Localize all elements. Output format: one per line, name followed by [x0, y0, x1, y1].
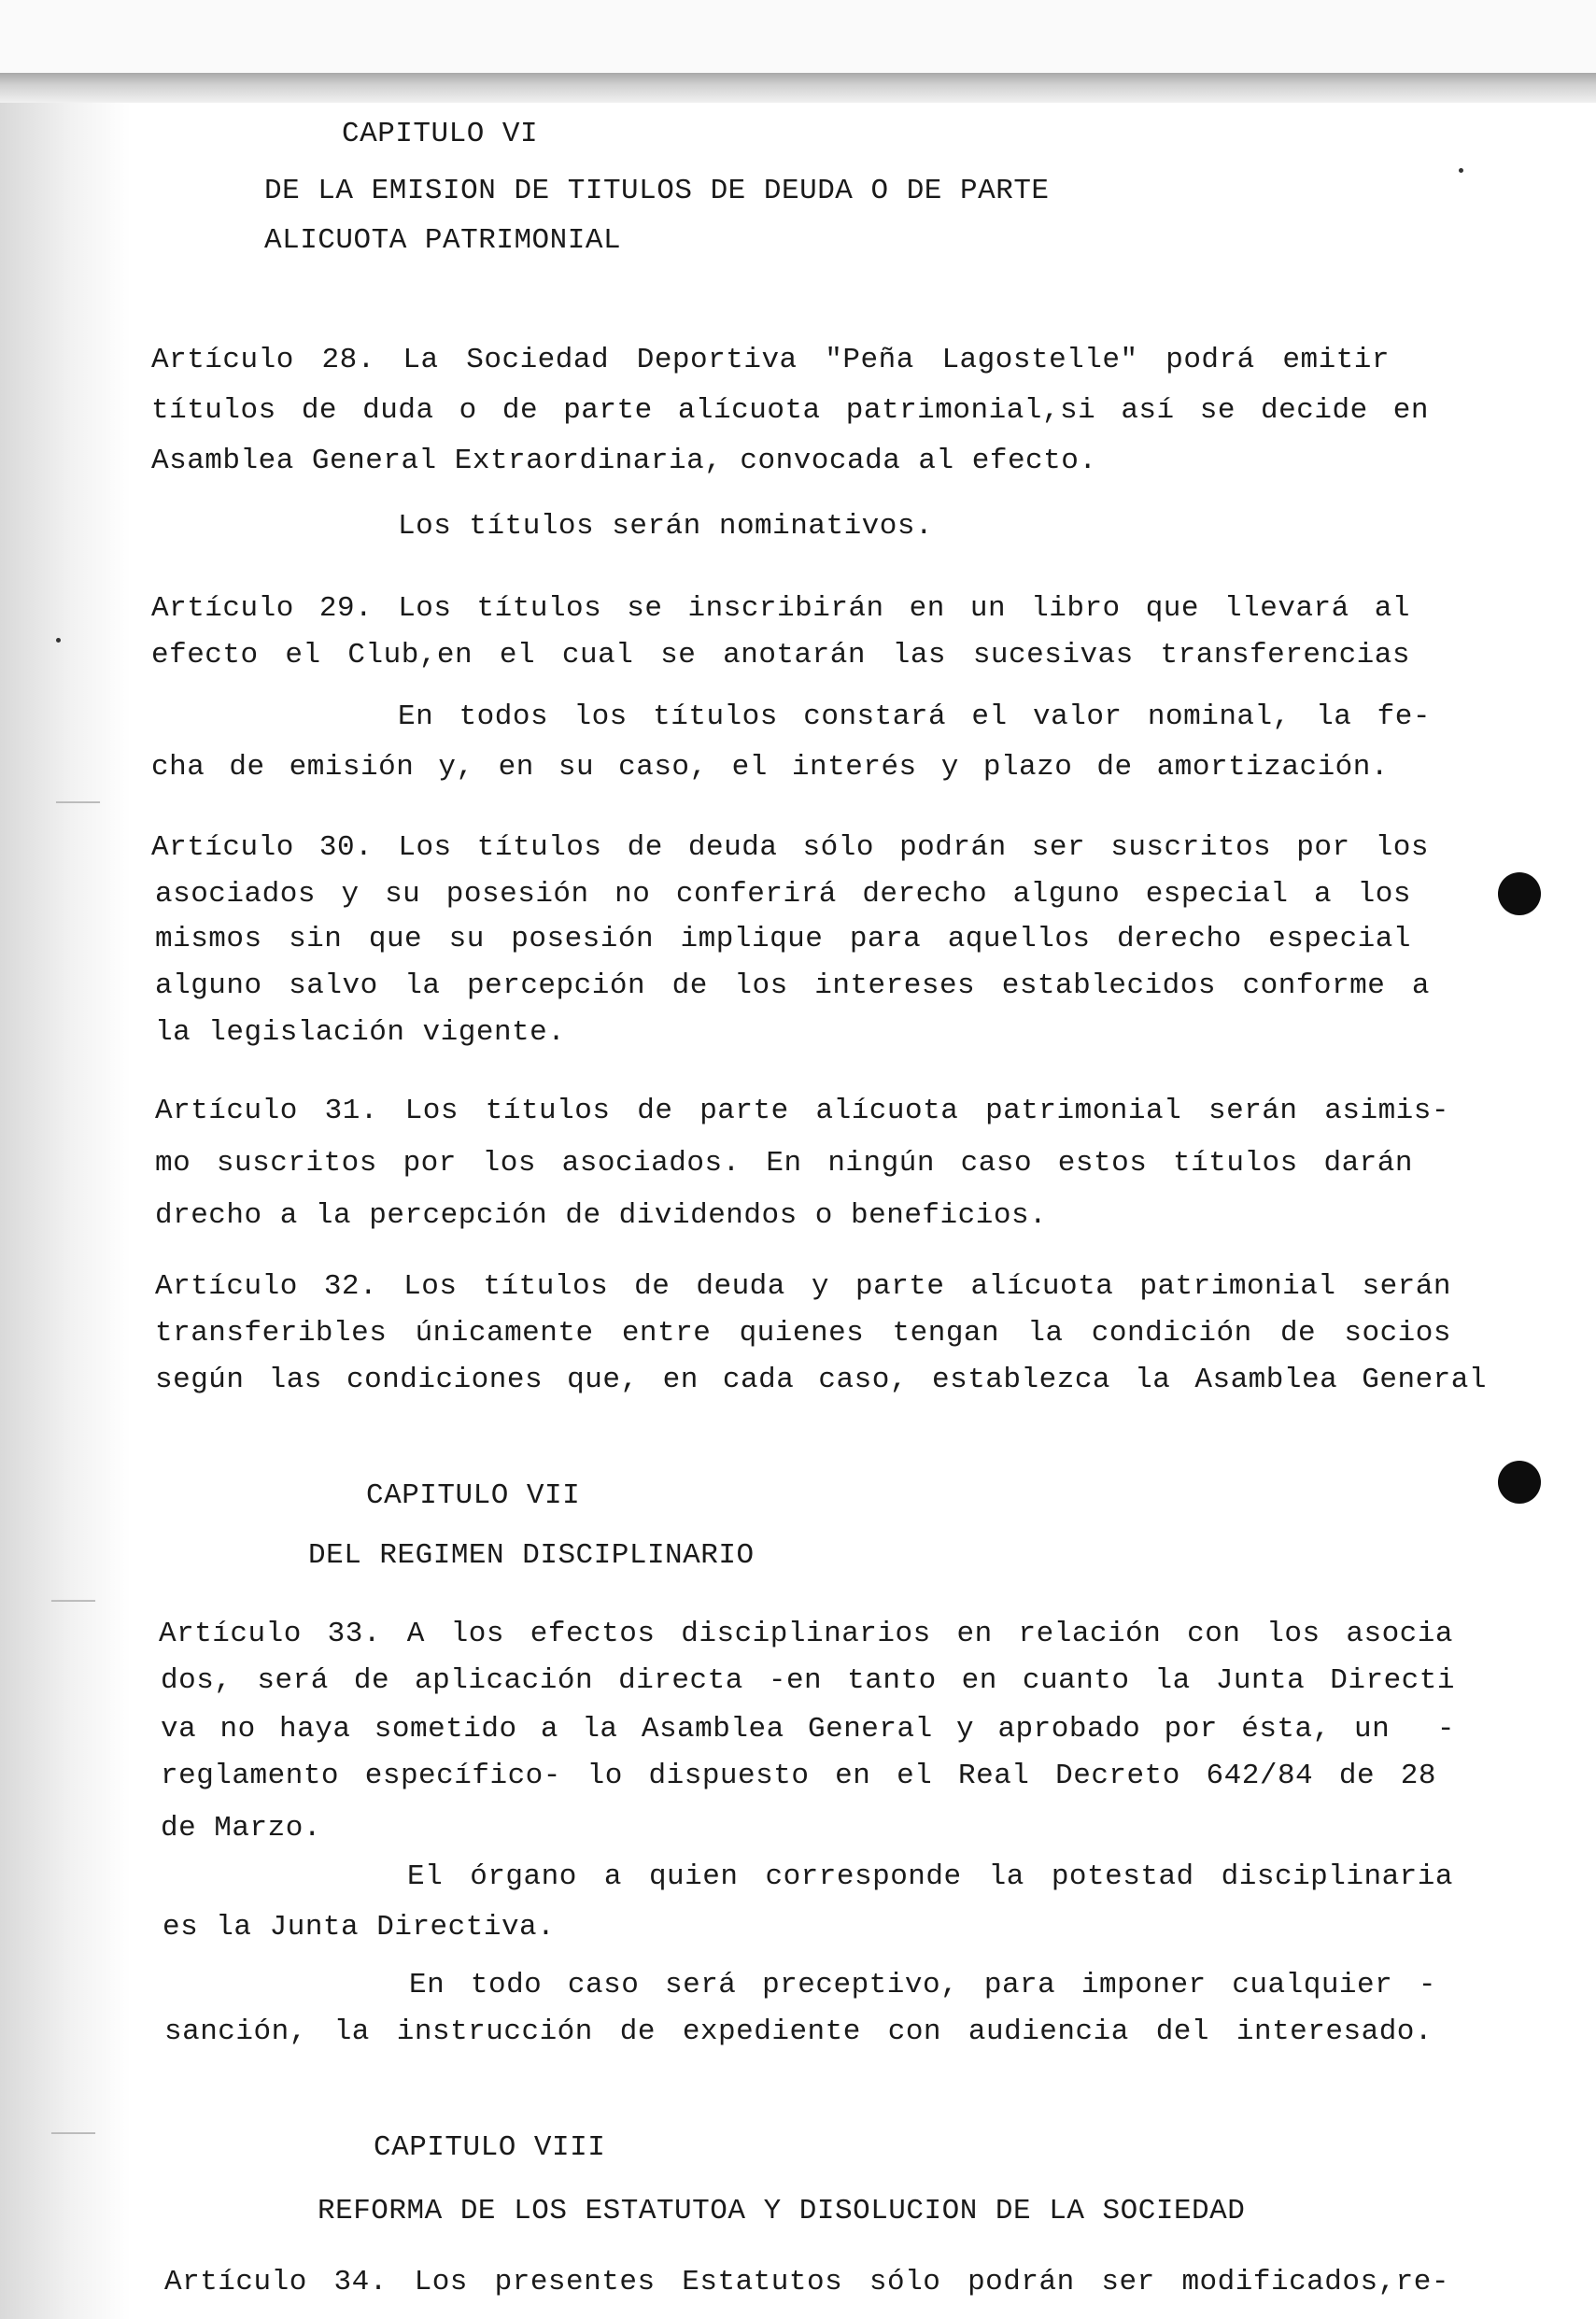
- article-28-line: Los títulos serán nominativos.: [398, 510, 934, 543]
- article-29-line: efecto el Club,en el cual se anotarán las sucesivas transferencias: [151, 639, 1410, 672]
- article-30-line: asociados y su posesión no conferirá derecho alguno especial a los: [155, 878, 1411, 911]
- article-32-line: Artículo 32. Los títulos de deuda y parte alícuota patrimonial serán: [155, 1270, 1451, 1303]
- article-33-line: Artículo 33. A los efectos disciplinarios en relación con los asocia: [159, 1618, 1453, 1650]
- article-31-line: mo suscritos por los asociados. En ningún caso estos títulos darán: [155, 1147, 1413, 1180]
- bleed-through-mark: ───: [51, 1588, 95, 1616]
- article-30-line: la legislación vigente.: [155, 1016, 566, 1049]
- chapter-vii-subtitle: DEL REGIMEN DISCIPLINARIO: [308, 1539, 755, 1572]
- article-33-line: El órgano a quien corresponde la potestad disciplinaria: [407, 1860, 1453, 1893]
- article-33-line: dos, será de aplicación directa -en tanto en cuanto la Junta Directi: [161, 1664, 1455, 1697]
- bleed-through-mark: ───: [56, 789, 100, 817]
- scan-edge: [0, 73, 1596, 103]
- article-32-line: transferibles únicamente entre quienes tengan la condición de socios: [155, 1317, 1451, 1350]
- binder-hole-lower: [1498, 1461, 1541, 1504]
- article-33-line: reglamento específico- lo dispuesto en el Real Decreto 642/84 de 28: [161, 1760, 1436, 1792]
- binder-hole-upper: [1498, 872, 1541, 915]
- article-30-line: mismos sin que su posesión implique para aquellos derecho especial: [155, 923, 1411, 955]
- article-33-line: de Marzo.: [161, 1812, 321, 1845]
- article-29-line: En todos los títulos constará el valor nominal, la fe-: [398, 700, 1431, 733]
- page-top-margin: [0, 0, 1596, 75]
- ink-speck: [56, 638, 61, 643]
- article-28-line: Artículo 28. La Sociedad Deportiva "Peña Lagostelle" podrá emitir: [151, 344, 1390, 376]
- article-34-line: Artículo 34. Los presentes Estatutos sólo podrán ser modificados,re-: [164, 2266, 1449, 2298]
- chapter-vi-subtitle-line-2: ALICUOTA PATRIMONIAL: [264, 224, 622, 257]
- article-31-line: drecho a la percepción de dividendos o beneficios.: [155, 1199, 1048, 1232]
- chapter-viii-title: CAPITULO VIII: [374, 2131, 606, 2164]
- bleed-through-margin: [0, 103, 131, 2319]
- article-33-line: va no haya sometido a la Asamblea General y aprobado por ésta, un -: [161, 1713, 1455, 1746]
- article-32-line: según las condiciones que, en cada caso, establezca la Asamblea General: [155, 1364, 1487, 1396]
- bleed-through-mark: ───: [51, 2120, 95, 2148]
- article-28-line: títulos de duda o de parte alícuota patrimonial,si así se decide en: [151, 394, 1429, 427]
- article-31-line: Artículo 31. Los títulos de parte alícuota patrimonial serán asimis-: [155, 1095, 1449, 1127]
- article-33-line: es la Junta Directiva.: [162, 1911, 556, 1944]
- ink-speck: [1459, 168, 1463, 173]
- article-30-line: Artículo 30. Los títulos de deuda sólo podrán ser suscritos por los: [151, 831, 1429, 864]
- article-33-line: En todo caso será preceptivo, para imponer cualquier -: [409, 1969, 1436, 2001]
- chapter-vi-title: CAPITULO VI: [342, 118, 539, 150]
- article-30-line: alguno salvo la percepción de los intereses establecidos conforme a: [155, 969, 1430, 1002]
- chapter-vi-subtitle-line-1: DE LA EMISION DE TITULOS DE DEUDA O DE PARTE: [264, 175, 1050, 207]
- article-33-line: sanción, la instrucción de expediente con audiencia del interesado.: [164, 2015, 1433, 2048]
- chapter-viii-subtitle: REFORMA DE LOS ESTATUTOA Y DISOLUCION DE LA SOCIEDAD: [318, 2195, 1246, 2227]
- article-29-line: Artículo 29. Los títulos se inscribirán en un libro que llevará al: [151, 592, 1410, 625]
- article-29-line: cha de emisión y, en su caso, el interés y plazo de amortización.: [151, 751, 1389, 784]
- article-28-line: Asamblea General Extraordinaria, convocada al efecto.: [151, 445, 1097, 477]
- chapter-vii-title: CAPITULO VII: [366, 1479, 581, 1512]
